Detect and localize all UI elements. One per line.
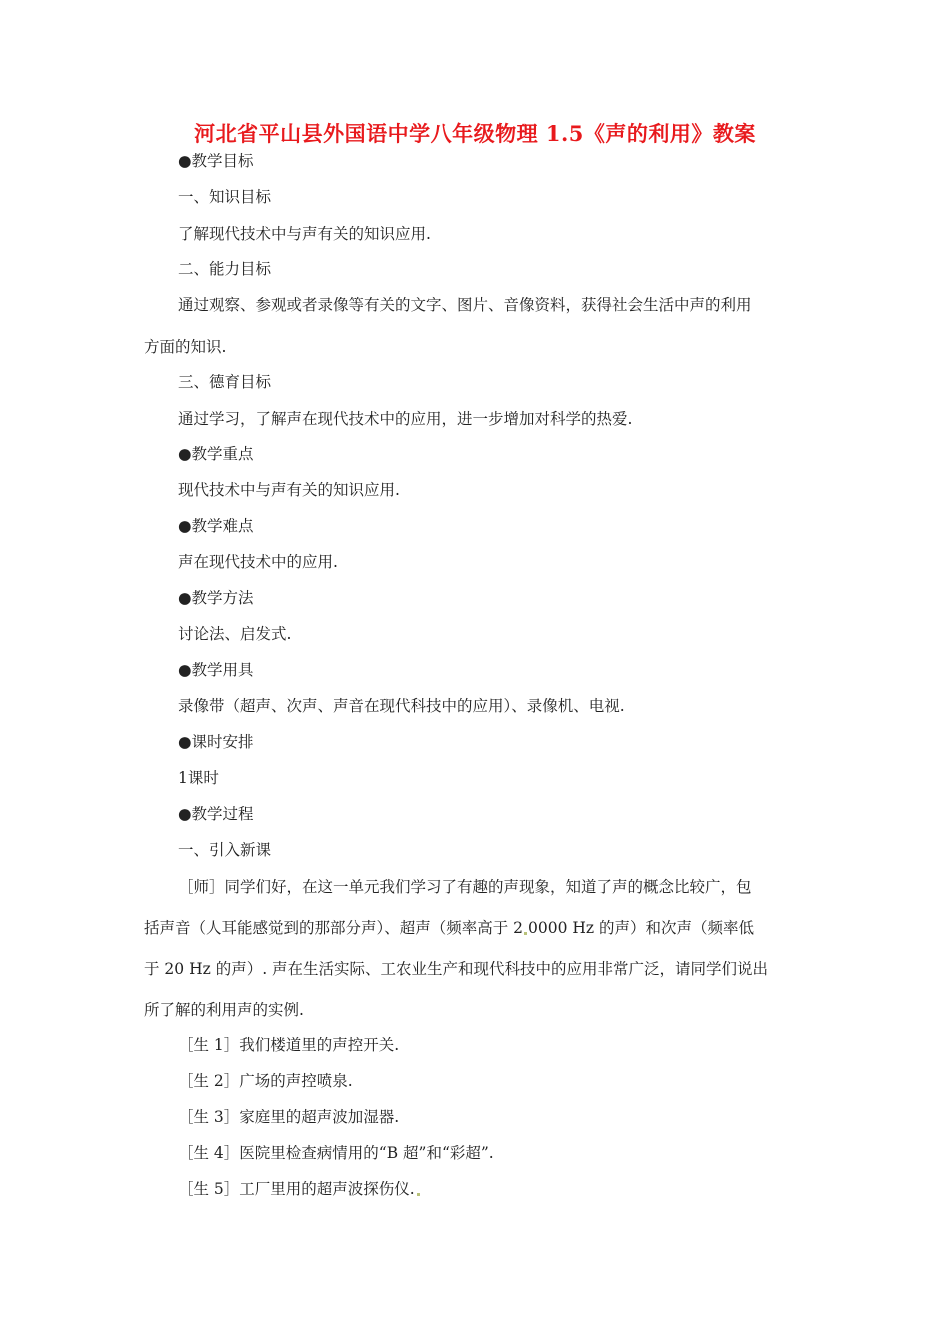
subheading-introduction: 一、引入新课 — [178, 841, 272, 859]
heading-schedule: ●课时安排 — [178, 733, 254, 751]
subheading-moral-goals: 三、德育目标 — [178, 373, 272, 391]
paragraph-ability-line1: 通过观察、参观或者录像等有关的文字、图片、音像资料，获得社会生活中声的利用 — [178, 296, 752, 314]
paragraph-teacher-line4: 所了解的利用声的实例. — [144, 1001, 304, 1019]
student-answer-3: ［生 3］家庭里的超声波加湿器. — [178, 1108, 400, 1126]
paragraph-methods: 讨论法、启发式. — [178, 625, 292, 643]
document-title: 河北省平山县外国语中学八年级物理 1.5《声的利用》教案 — [194, 121, 756, 146]
teacher-line2-part1: 括声音（人耳能感觉到的那部分声）、超声（频率高于 2 — [144, 919, 524, 937]
scan-dot-mark — [417, 1193, 420, 1196]
teacher-line2-part2: 0000 Hz 的声）和次声（频率低 — [528, 919, 755, 937]
paragraph-moral: 通过学习，了解声在现代技术中的应用，进一步增加对科学的热爱. — [178, 410, 633, 428]
paragraph-knowledge: 了解现代技术中与声有关的知识应用. — [178, 225, 431, 243]
subheading-knowledge-goals: 一、知识目标 — [178, 188, 272, 206]
paragraph-teacher-line3: 于 20 Hz 的声）. 声在生活实际、工农业生产和现代科技中的应用非常广泛，请同学们说出 — [144, 960, 769, 978]
paragraph-teacher-line2 — [144, 918, 754, 938]
heading-key-points: ●教学重点 — [178, 445, 254, 463]
student-answer-5 — [178, 1179, 420, 1199]
scan-dot-mark — [524, 932, 527, 935]
student-answer-2: ［生 2］广场的声控喷泉. — [178, 1072, 353, 1090]
paragraph-teacher-line1: ［师］同学们好，在这一单元我们学习了有趣的声现象，知道了声的概念比较广，包 — [178, 878, 752, 896]
paragraph-ability-line2: 方面的知识. — [144, 338, 227, 356]
heading-teaching-goals: ●教学目标 — [178, 152, 254, 170]
student-answer-5-text: ［生 5］工厂里用的超声波探伤仪. — [178, 1180, 415, 1198]
subheading-ability-goals: 二、能力目标 — [178, 260, 272, 278]
paragraph-difficulties: 声在现代技术中的应用. — [178, 553, 338, 571]
paragraph-key-points: 现代技术中与声有关的知识应用. — [178, 481, 400, 499]
paragraph-schedule: 1课时 — [178, 769, 219, 787]
heading-methods: ●教学方法 — [178, 589, 254, 607]
student-answer-4: ［生 4］医院里检查病情用的“B 超”和“彩超”. — [178, 1144, 494, 1162]
heading-difficulties: ●教学难点 — [178, 517, 254, 535]
student-answer-1: ［生 1］我们楼道里的声控开关. — [178, 1036, 400, 1054]
heading-tools: ●教学用具 — [178, 661, 254, 679]
paragraph-tools: 录像带（超声、次声、声音在现代科技中的应用）、录像机、电视. — [178, 697, 625, 715]
heading-process: ●教学过程 — [178, 805, 254, 823]
